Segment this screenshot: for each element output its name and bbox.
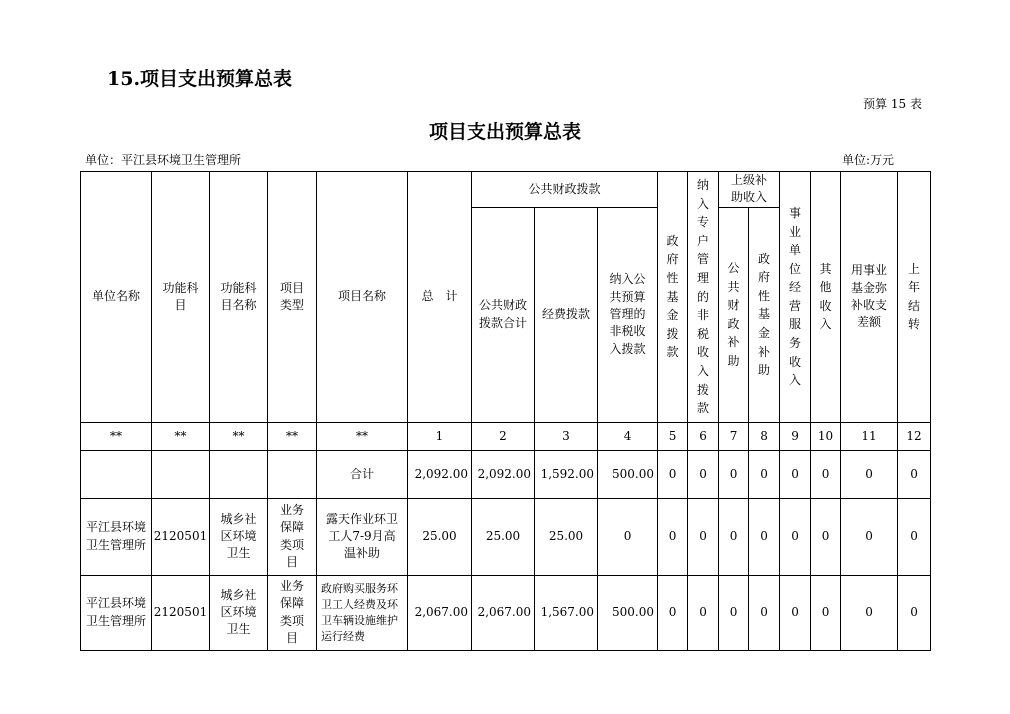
total-label: 合计 bbox=[317, 450, 408, 498]
row-cell: 平江县环境卫生管理所 bbox=[81, 498, 152, 575]
header-total: 总 计 bbox=[408, 172, 472, 423]
section-heading: 15.项目支出预算总表 bbox=[107, 68, 293, 90]
page-title: 项目支出预算总表 bbox=[428, 121, 581, 143]
index-cell: 2 bbox=[472, 422, 535, 450]
row-cell: 0 bbox=[658, 575, 688, 650]
header-upper-group: 上级补助收入 bbox=[719, 172, 780, 208]
index-cell: ** bbox=[268, 422, 317, 450]
row-cell: 0 bbox=[598, 498, 658, 575]
row-cell: 0 bbox=[688, 498, 719, 575]
header-row-1 bbox=[81, 172, 931, 208]
row-cell: 0 bbox=[780, 498, 811, 575]
row-cell: 0 bbox=[841, 498, 898, 575]
header-expense: 经费拨款 bbox=[535, 207, 598, 422]
row-cell: 2120501 bbox=[152, 498, 210, 575]
total-cell: 2,092.00 bbox=[472, 450, 535, 498]
index-row bbox=[81, 422, 931, 450]
index-cell: 1 bbox=[408, 422, 472, 450]
header-upper-public: 公共财政补助 bbox=[719, 207, 749, 422]
total-cell bbox=[152, 450, 210, 498]
row-cell: 25.00 bbox=[535, 498, 598, 575]
row-cell: 业务保障类项目 bbox=[268, 575, 317, 650]
row-cell: 2120501 bbox=[152, 575, 210, 650]
header-project-name: 项目名称 bbox=[317, 172, 408, 423]
header-fund-offset: 用事业基金弥补收支差额 bbox=[841, 172, 898, 423]
index-cell: 5 bbox=[658, 422, 688, 450]
row-cell: 25.00 bbox=[472, 498, 535, 575]
row-cell: 0 bbox=[811, 575, 841, 650]
row-cell: 城乡社区环境卫生 bbox=[210, 575, 268, 650]
header-unit-name: 单位名称 bbox=[81, 172, 152, 423]
row-cell: 0 bbox=[898, 498, 931, 575]
row-cell: 0 bbox=[841, 575, 898, 650]
total-cell bbox=[210, 450, 268, 498]
header-special-account: 纳入专户管理的非税收入拨款 bbox=[688, 172, 719, 423]
total-cell: 0 bbox=[688, 450, 719, 498]
total-cell bbox=[81, 450, 152, 498]
index-cell: ** bbox=[81, 422, 152, 450]
total-cell: 0 bbox=[780, 450, 811, 498]
total-cell: 0 bbox=[749, 450, 780, 498]
row-cell: 0 bbox=[688, 575, 719, 650]
total-cell: 0 bbox=[811, 450, 841, 498]
total-cell bbox=[268, 450, 317, 498]
row-cell: 2,067.00 bbox=[408, 575, 472, 650]
header-gov-fund: 政府性基金拨款 bbox=[658, 172, 688, 423]
budget-table bbox=[80, 171, 931, 651]
row-cell: 1,567.00 bbox=[535, 575, 598, 650]
total-cell: 2,092.00 bbox=[408, 450, 472, 498]
row-cell: 2,067.00 bbox=[472, 575, 535, 650]
total-cell: 0 bbox=[658, 450, 688, 498]
row-cell: 业务保障类项目 bbox=[268, 498, 317, 575]
row-cell: 0 bbox=[749, 575, 780, 650]
index-cell: ** bbox=[152, 422, 210, 450]
index-cell: 9 bbox=[780, 422, 811, 450]
total-row bbox=[81, 450, 931, 498]
header-upper-fund: 政府性基金补助 bbox=[749, 207, 780, 422]
row-cell: 露天作业环卫工人7-9月高温补助 bbox=[317, 498, 408, 575]
total-cell: 0 bbox=[719, 450, 749, 498]
header-func-name: 功能科目名称 bbox=[210, 172, 268, 423]
total-cell: 0 bbox=[841, 450, 898, 498]
header-carry-over: 上年结转 bbox=[898, 172, 931, 423]
row-cell: 0 bbox=[719, 575, 749, 650]
row-cell: 500.00 bbox=[598, 575, 658, 650]
index-cell: ** bbox=[210, 422, 268, 450]
row-cell: 0 bbox=[749, 498, 780, 575]
table-row bbox=[81, 575, 931, 650]
index-cell: 10 bbox=[811, 422, 841, 450]
header-public-group: 公共财政拨款 bbox=[472, 172, 658, 208]
index-cell: 8 bbox=[749, 422, 780, 450]
row-cell: 平江县环境卫生管理所 bbox=[81, 575, 152, 650]
index-cell: 6 bbox=[688, 422, 719, 450]
header-other-income: 其他收入 bbox=[811, 172, 841, 423]
row-cell: 0 bbox=[719, 498, 749, 575]
index-cell: 3 bbox=[535, 422, 598, 450]
header-func-code: 功能科目 bbox=[152, 172, 210, 423]
header-public-total: 公共财政拨款合计 bbox=[472, 207, 535, 422]
row-cell: 城乡社区环境卫生 bbox=[210, 498, 268, 575]
table-row bbox=[81, 498, 931, 575]
row-cell: 25.00 bbox=[408, 498, 472, 575]
row-cell: 0 bbox=[898, 575, 931, 650]
unit-label: 单位：平江县环境卫生管理所 bbox=[85, 153, 242, 167]
header-business-income: 事业单位经营服务收入 bbox=[780, 172, 811, 423]
money-unit-label: 单位:万元 bbox=[842, 153, 895, 167]
index-cell: 7 bbox=[719, 422, 749, 450]
total-cell: 1,592.00 bbox=[535, 450, 598, 498]
row-cell: 政府购买服务环卫工人经费及环卫车辆设施维护运行经费 bbox=[317, 575, 408, 650]
index-cell: 11 bbox=[841, 422, 898, 450]
header-project-type: 项目类型 bbox=[268, 172, 317, 423]
total-cell: 500.00 bbox=[598, 450, 658, 498]
header-nontax: 纳入公共预算管理的非税收入拨款 bbox=[598, 207, 658, 422]
row-cell: 0 bbox=[811, 498, 841, 575]
row-cell: 0 bbox=[658, 498, 688, 575]
table-number: 预算 15 表 bbox=[863, 97, 922, 111]
total-cell: 0 bbox=[898, 450, 931, 498]
index-cell: 4 bbox=[598, 422, 658, 450]
index-cell: 12 bbox=[898, 422, 931, 450]
row-cell: 0 bbox=[780, 575, 811, 650]
index-cell: ** bbox=[317, 422, 408, 450]
